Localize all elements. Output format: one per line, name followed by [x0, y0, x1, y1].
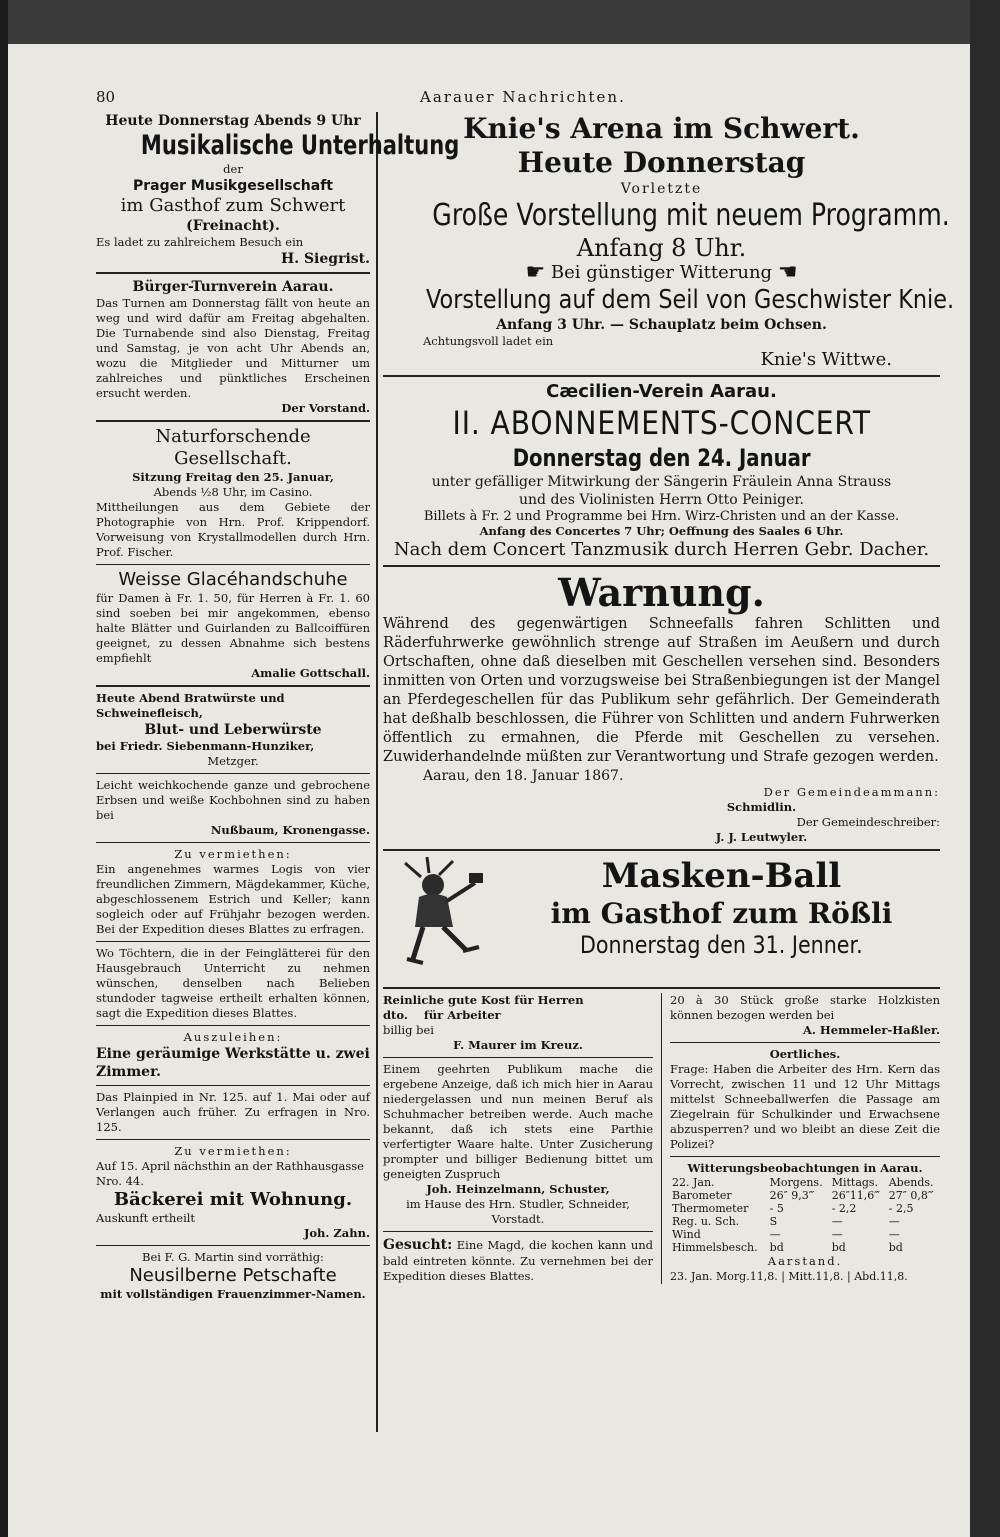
ad-signature: Joh. Heinzelmann, Schuster,: [426, 1182, 610, 1196]
divider: [96, 1085, 370, 1086]
pointing-hand-icon: ☚: [777, 260, 798, 285]
small-ads: [383, 993, 940, 1284]
ad-line: Aarau, den 18. Januar 1867.: [423, 768, 624, 784]
ad-line: Es ladet zu zahlreichem Besuch ein: [96, 235, 304, 249]
ad-line: Heute Abend Bratwürste und Schweinefleisch,: [96, 691, 285, 720]
ad-line: der: [223, 162, 243, 176]
ad-title: Knie's Arena im Schwert.: [463, 112, 860, 145]
ad-text: Mittheilungen aus dem Gebiete der Photographie von Hrn. Prof. Krippendorf. Vorweisung von Krystallmodellen durch Hrn. Prof. Fischer.: [96, 500, 370, 559]
table-cell: bd: [831, 1241, 846, 1254]
divider: [96, 272, 370, 274]
ad-text: Frage: Haben die Arbeiter des Hrn. Kern das Vorrecht, zwischen 11 und 12 Uhr Mittags mittelst Schneeballwerfen die Passage am Ziegelrain für Schulkinder und Erwachsene abzusperren? und wo bleibt an diese Zeit die Polizei?: [670, 1062, 940, 1151]
ad-text: Ein angenehmes warmes Logis von vier freundlichen Zimmern, Mägdekammer, Küche, abgeschlossenem Estrich und Keller; kann sogleich oder auf Frühjahr bezogen werden. Bei der Expedition dieses Blattes zu erfragen.: [96, 862, 370, 936]
ad-signature: Nußbaum, Kronengasse.: [210, 823, 370, 837]
table-row: [670, 1228, 940, 1241]
ad-line: Auskunft ertheilt: [96, 1211, 196, 1225]
ad-line: Reinliche gute Kost für Herren: [383, 993, 584, 1007]
ad-signature: F. Maurer im Kreuz.: [453, 1038, 583, 1052]
ad-title: Bürger-Turnverein Aarau.: [132, 279, 334, 295]
table-cell: Morgens.: [769, 1176, 823, 1189]
ad-text: Leicht weichkochende ganze und gebrochene Erbsen und weiße Kochbohnen sind zu haben bei: [96, 778, 370, 822]
table-cell: bd: [769, 1241, 784, 1254]
table-cell: 26″ 9,3‴: [769, 1189, 815, 1202]
ad-date: Donnerstag den 24. Januar: [512, 444, 811, 472]
ad-line: billig bei: [383, 1023, 434, 1037]
divider: [96, 564, 370, 565]
ad-line: Anfang 3 Uhr. — Schauplatz beim Ochsen.: [496, 317, 827, 333]
ad-line: im Gasthof zum Schwert: [120, 195, 346, 216]
ad-petschaft: [96, 1250, 370, 1302]
ad-plainpied: [96, 1090, 370, 1135]
divider: [383, 565, 940, 567]
ad-turnverein: [96, 278, 370, 416]
ad-maskenball: [383, 855, 940, 983]
ad-text: Das Plainpied in Nr. 125. auf 1. Mai oder auf Verlangen auch früher. Zu erfragen in Nro. 125.: [96, 1090, 370, 1134]
divider: [383, 849, 940, 851]
ad-glacehandschuhe: [96, 569, 370, 681]
ad-text: Wo Töchtern, die in der Feinglätterei für den Hausgebrauch Unterricht zu nehmen wünschen, denselben nach Belieben stundoder tagweise ertheilt erhalten können, sagt die Expedition dieses Blattes.: [96, 946, 370, 1020]
divider: [96, 842, 370, 843]
ad-text: Während des gegenwärtigen Schneefalls fahren Schlitten und Räderfuhrwerke gewöhnlich strenge auf Straßen im Aeußern und durch Ortschaften, ohne daß dieselben mit Geschellen versehen sind. Besonders inmitten von Orten und vorzugsweise bei Straßenbiegungen ist der Mangel an Pferdegeschellen für das Publikum sehr gefährlich. Der Gemeinderath hat deßhalb beschlossen, die Führer von Schlitten und andern Fuhrwerken öffentlich zu ermahnen, die Pferde mit Geschellen zu versehen. Zuwiderhandelnde müßten zur Verantwortung und Strafe gezogen werden.: [383, 616, 940, 765]
table-cell: S: [769, 1215, 778, 1228]
ad-ausleihen: [96, 1030, 370, 1081]
table-cell: Himmelsbesch.: [672, 1241, 758, 1254]
ad-signature: Der Vorstand.: [281, 401, 370, 415]
table-cell: —: [888, 1215, 900, 1228]
ad-line: (Freinacht).: [186, 218, 280, 234]
ad-line: Heute Donnerstag Abends 9 Uhr: [105, 113, 361, 129]
table-cell: Thermometer: [672, 1202, 749, 1215]
ad-line: Billets à Fr. 2 und Programme bei Hrn. Wirz-Christen und an der Kasse.: [423, 509, 900, 524]
ad-concert: [383, 381, 940, 561]
ad-seil: Vorstellung auf dem Seil von Geschwister Knie.: [425, 285, 955, 315]
weather-title: Witterungsbeobachtungen in Aarau.: [687, 1161, 923, 1175]
ad-line: Bei günstiger Witterung: [550, 262, 773, 283]
ad-signature: Amalie Gottschall.: [251, 666, 370, 680]
divider: [96, 941, 370, 942]
table-cell: Abends.: [888, 1176, 934, 1189]
table-row: [670, 1202, 940, 1215]
ad-line: im Hause des Hrn. Studler, Schneider,: [406, 1197, 630, 1211]
table-cell: Barometer: [672, 1189, 732, 1202]
ad-erbsen: [96, 778, 370, 838]
right-column: [383, 112, 955, 1284]
ad-line: Der Gemeindeammann:: [763, 785, 940, 799]
ad-text: Auf 15. April nächsthin an der Rathhausgasse Nro. 44.: [96, 1159, 364, 1188]
table-cell: Mittags.: [831, 1176, 879, 1189]
ad-title: Naturforschende Gesellschaft.: [155, 426, 311, 469]
ad-line: Vorletzte: [620, 181, 703, 197]
jester-illustration: [383, 855, 491, 973]
divider: [96, 685, 370, 687]
table-cell: bd: [888, 1241, 903, 1254]
divider: [96, 1025, 370, 1026]
table-cell: Reg. u. Sch.: [672, 1215, 740, 1228]
small-ads-right: [662, 993, 940, 1284]
table-cell: - 2,5: [888, 1202, 914, 1215]
ad-text: Eine Magd, die kochen kann und bald eintreten könnte. Zu vernehmen bei der Expedition dieses Blattes.: [383, 1238, 654, 1283]
pointing-hand-icon: ☛: [525, 260, 546, 285]
divider: [96, 773, 370, 774]
small-ads-left: [383, 993, 662, 1284]
ad-wurst: [96, 691, 370, 769]
weather-head-row: [670, 1176, 940, 1189]
ad-line: im Gasthof zum Rößli: [550, 897, 893, 930]
table-cell: 22. Jan.: [672, 1176, 715, 1189]
table-row: [670, 1241, 940, 1254]
page-top-edge: [8, 0, 970, 44]
table-row: [670, 1189, 940, 1202]
page-right-edge: [970, 0, 1000, 1537]
ad-title: Musikalische Unterhaltung: [140, 130, 460, 161]
table-cell: 27″ 0,8‴: [888, 1189, 934, 1202]
ad-title: II. ABONNEMENTS-CONCERT: [452, 404, 871, 442]
ad-naturforschende: [96, 426, 370, 560]
divider: [670, 1156, 940, 1157]
divider: [383, 987, 940, 989]
table-cell: —: [831, 1215, 843, 1228]
ad-line: Cæcilien-Verein Aarau.: [546, 381, 777, 402]
weather-last: 23. Jan. Morg.11,8. | Mitt.11,8. | Abd.11,8.: [670, 1270, 908, 1283]
ad-musik: [96, 112, 460, 268]
ad-text: für Damen à Fr. 1. 50, für Herren à Fr. 1. 60 sind soeben bei mir angekommen, ebenso halte Blätter und Guirlanden zu Ballcoiffüren geeignet, zu dessen Abnahme sich bestens empfiehlt: [96, 591, 370, 665]
weather-table: [670, 1176, 940, 1254]
ad-text: Eine geräumige Werkstätte u. zwei Zimmer.: [96, 1046, 370, 1080]
ad-label: Gesucht:: [383, 1237, 453, 1253]
ad-toechter: [96, 946, 370, 1021]
column-divider: [376, 112, 378, 1432]
ad-signature: A. Hemmeler-Haßler.: [802, 1023, 940, 1037]
ad-line: Heute Donnerstag: [517, 146, 806, 179]
ad-line: Vorstadt.: [491, 1212, 545, 1226]
table-cell: —: [831, 1228, 843, 1241]
ad-line: Anfang des Concertes 7 Uhr; Oeffnung des Saales 6 Uhr.: [479, 524, 844, 538]
ad-signature: Joh. Zahn.: [303, 1226, 370, 1240]
ad-line: Bei F. G. Martin sind vorräthig:: [142, 1250, 324, 1264]
ad-line: Sitzung Freitag den 25. Januar,: [132, 470, 334, 484]
ad-signature: Schmidlin.: [726, 800, 797, 814]
ad-title: Warnung.: [558, 570, 765, 615]
ad-line: Der Gemeindeschreiber:: [796, 815, 940, 829]
divider: [670, 1042, 940, 1043]
ad-title: Auszuleihen:: [183, 1030, 283, 1044]
page-number: 80: [96, 88, 116, 106]
table-cell: - 2,2: [831, 1202, 857, 1215]
ad-weather-line: [383, 262, 940, 284]
ad-line: Anfang 8 Uhr.: [576, 234, 747, 262]
ad-text: Einem geehrten Publikum mache die ergebene Anzeige, daß ich mich hier in Aarau niedergelassen und nun meinen Beruf als Schuhmacher betreiben werde. Auch mache bekannt, daß ich stets eine Parthie verfertigter Waare halte. Unter Zusicherung prompter und billiger Bedienung bittet um geneigten Zuspruch: [383, 1062, 653, 1181]
divider: [383, 375, 940, 377]
ad-line: Achtungsvoll ladet ein: [423, 334, 554, 348]
weather-note: Aarstand.: [767, 1254, 843, 1268]
ad-line: Abends ½8 Uhr, im Casino.: [153, 485, 313, 499]
ad-line: bei Friedr. Siebenmann-Hunziker,: [96, 739, 315, 753]
table-cell: Wind: [672, 1228, 701, 1241]
ad-title: Zu vermiethen:: [174, 847, 292, 861]
ad-line: Metzger.: [207, 754, 259, 768]
ad-knie: [383, 112, 955, 371]
ad-logis: [96, 847, 370, 937]
divider: [383, 1231, 653, 1232]
ad-title: Zu vermiethen:: [174, 1144, 292, 1158]
ad-show: Große Vorstellung mit neuem Programm.: [432, 198, 950, 233]
ad-line: Nach dem Concert Tanzmusik durch Herren Gebr. Dacher.: [393, 539, 930, 560]
ad-date: Donnerstag den 31. Jenner.: [580, 931, 863, 959]
table-cell: —: [769, 1228, 781, 1241]
ad-title: Oertliches.: [769, 1047, 841, 1061]
ad-big: Neusilberne Petschafte: [129, 1265, 337, 1286]
ad-title: Weisse Glacéhandschuhe: [118, 569, 348, 590]
table-cell: 26″11,6‴: [831, 1189, 881, 1202]
ad-line: dto. für Arbeiter: [383, 1008, 501, 1022]
ad-signature: J. J. Leutwyler.: [715, 830, 808, 844]
ad-warnung: [383, 571, 940, 845]
ad-baeckerei: [96, 1144, 370, 1241]
ad-text: Das Turnen am Donnerstag fällt von heute an weg und wird dafür am Freitag abgehalten. Die Turnabende sind also Dienstag, Freitag und Samstag, je von acht Uhr Abends an, wozu die Mitglieder und Mitturner um zahlreiches und pünktliches Erscheinen ersucht werden.: [96, 296, 370, 400]
ad-title: Masken-Ball: [601, 856, 842, 896]
ad-big: Bäckerei mit Wohnung.: [113, 1189, 353, 1210]
ad-signature: H. Siegrist.: [280, 251, 370, 267]
ad-signature: Knie's Wittwe.: [760, 349, 892, 370]
ad-title: Blut- und Leberwürste: [144, 722, 322, 738]
running-title: Aarauer Nachrichten.: [420, 88, 626, 106]
divider: [96, 420, 370, 422]
ad-line: und des Violinisten Herrn Otto Peiniger.: [519, 492, 804, 508]
divider: [96, 1139, 370, 1140]
table-row: [670, 1215, 940, 1228]
ad-line: Prager Musikgesellschaft: [132, 178, 334, 194]
table-cell: - 5: [769, 1202, 784, 1215]
table-cell: —: [888, 1228, 900, 1241]
ad-text: 20 à 30 Stück große starke Holzkisten können bezogen werden bei: [670, 993, 940, 1022]
divider: [383, 1057, 653, 1058]
ad-line: unter gefälliger Mitwirkung der Sängerin Fräulein Anna Strauss: [431, 474, 892, 490]
divider: [96, 1245, 370, 1246]
ad-line: mit vollständigen Frauenzimmer-Namen.: [100, 1287, 366, 1301]
